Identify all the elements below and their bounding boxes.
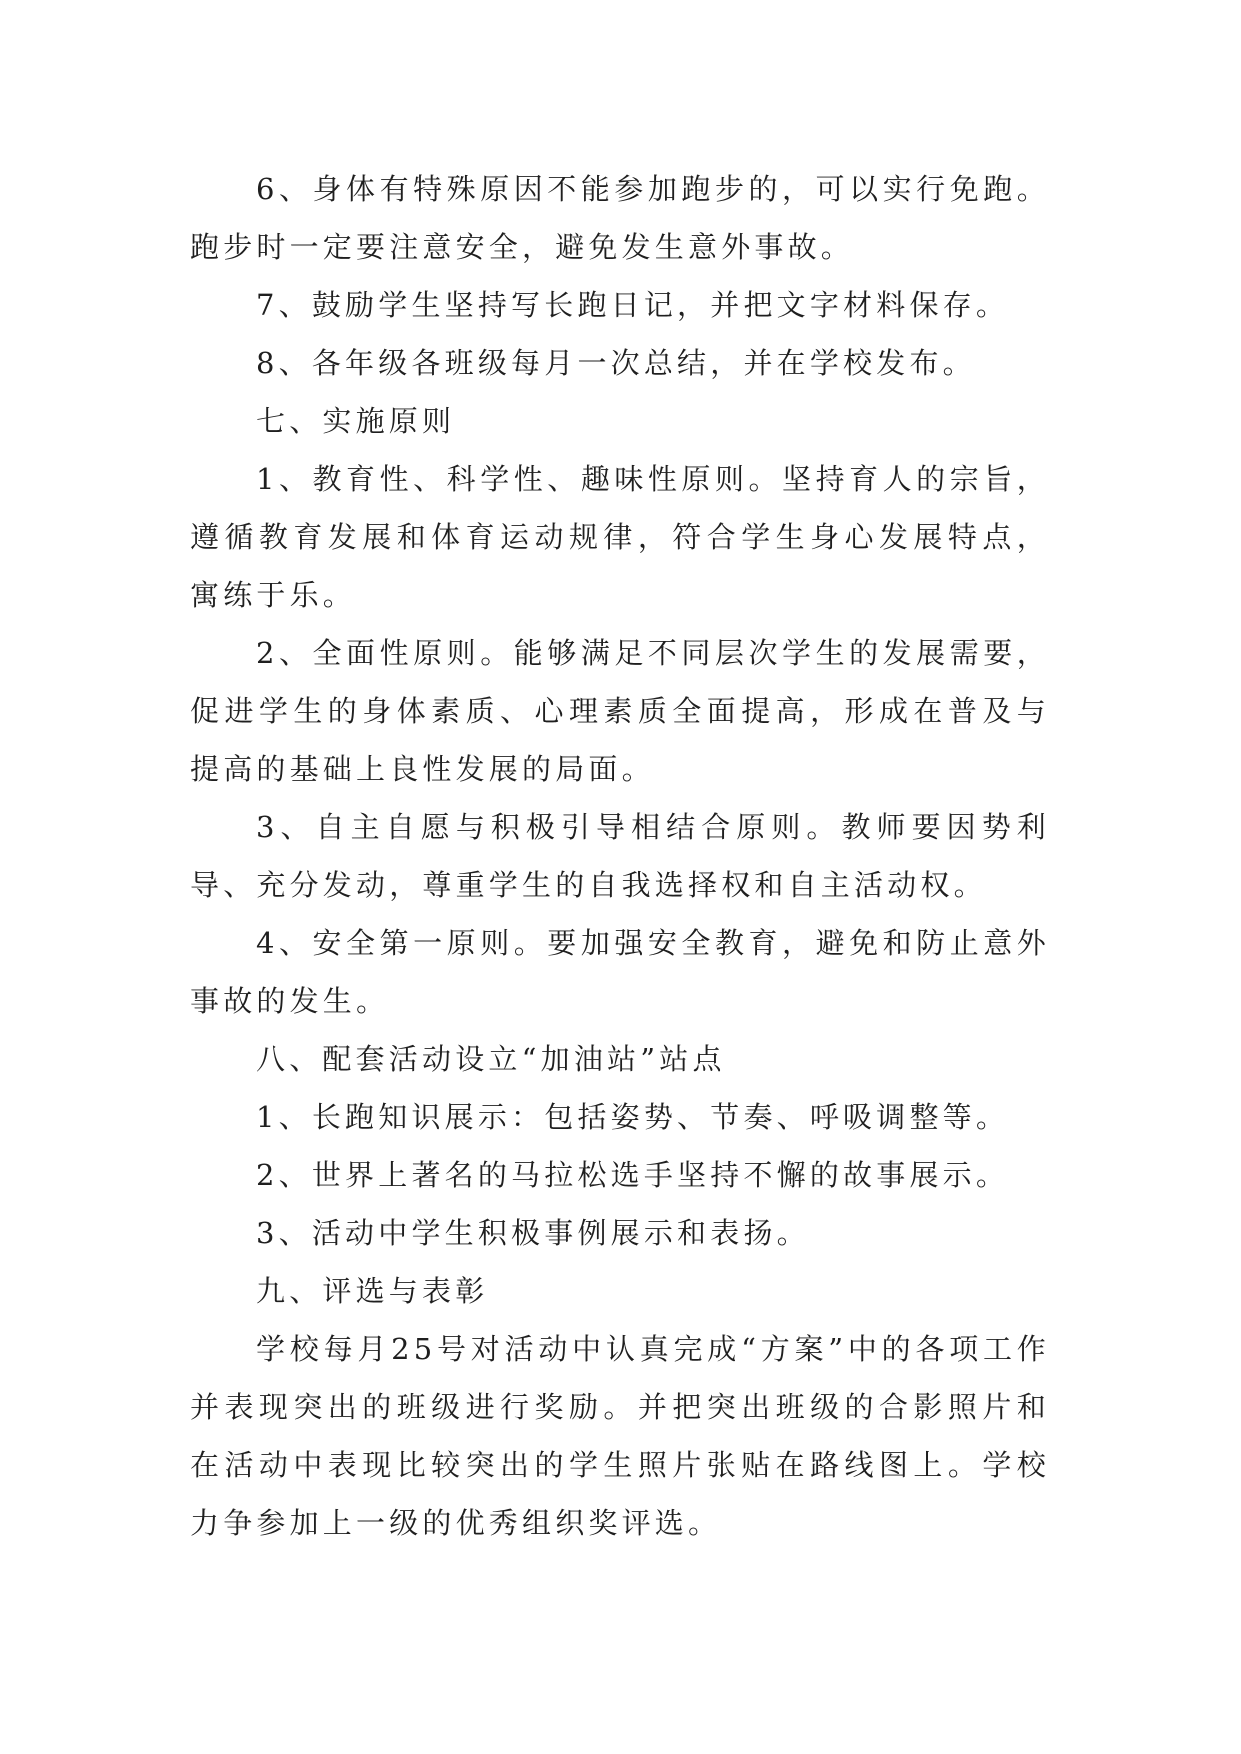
paragraph-principle-2: 2、全面性原则。能够满足不同层次学生的发展需要，促进学生的身体素质、心理素质全面提高，形成在普及与提高的基础上良性发展的局面。 — [190, 636, 1050, 786]
paragraph-principle-1: 1、教育性、科学性、趣味性原则。坚持育人的宗旨，遵循教育发展和体育运动规律，符合学生身心发展特点，寓练于乐。 — [190, 462, 1050, 612]
document-body — [190, 160, 1050, 1552]
paragraph-rule-8: 8、各年级各班级每月一次总结，并在学校发布。 — [256, 346, 976, 380]
paragraph-station-1: 1、长跑知识展示：包括姿势、节奏、呼吸调整等。 — [256, 1100, 1010, 1134]
section-heading-support-activities: 八、配套活动设立“加油站”站点 — [256, 1042, 726, 1076]
section-heading-selection-commendation: 九、评选与表彰 — [256, 1274, 489, 1308]
paragraph-principle-4: 4、安全第一原则。要加强安全教育，避免和防止意外事故的发生。 — [190, 926, 1050, 1018]
section-heading-implementation-principles: 七、实施原则 — [256, 404, 456, 438]
paragraph-principle-3: 3、自主自愿与积极引导相结合原则。教师要因势利导、充分发动，尊重学生的自我选择权和自主活动权。 — [190, 810, 1050, 902]
paragraph-station-2: 2、世界上著名的马拉松选手坚持不懈的故事展示。 — [256, 1158, 1010, 1192]
paragraph-station-3: 3、活动中学生积极事例展示和表扬。 — [256, 1216, 810, 1250]
paragraph-commendation: 学校每月25号对活动中认真完成“方案”中的各项工作并表现突出的班级进行奖励。并把突出班级的合影照片和在活动中表现比较突出的学生照片张贴在路线图上。学校力争参加上一级的优秀组织奖评选。 — [190, 1332, 1050, 1540]
paragraph-rule-7: 7、鼓励学生坚持写长跑日记，并把文字材料保存。 — [256, 288, 1010, 322]
paragraph-rule-6: 6、身体有特殊原因不能参加跑步的，可以实行免跑。跑步时一定要注意安全，避免发生意外事故。 — [190, 172, 1050, 264]
